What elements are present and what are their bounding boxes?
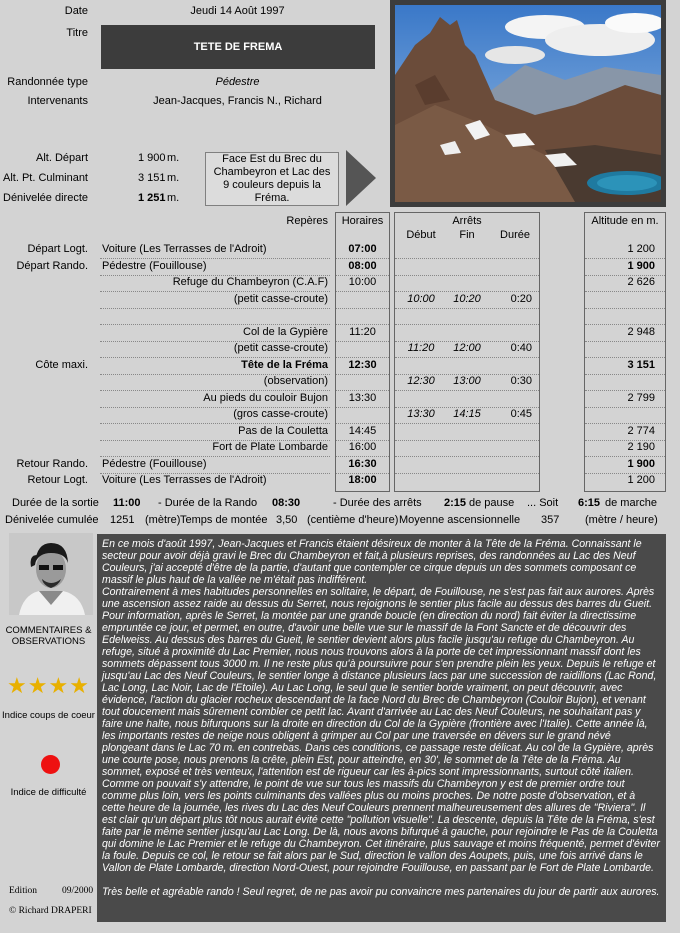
row-altitude: 2 948	[627, 326, 655, 338]
row-repere: Col de la Gypière	[243, 326, 328, 338]
star-rating: ★★★★	[7, 673, 90, 698]
row-separator	[336, 407, 389, 408]
edition-value: 09/2000	[62, 886, 94, 896]
row-separator	[395, 357, 539, 358]
coup-label: Indice coups de coeur	[2, 710, 95, 721]
row-separator	[395, 324, 539, 325]
row-separator	[395, 440, 539, 441]
row-debut: 13:30	[407, 408, 435, 420]
row-repere: (observation)	[263, 375, 328, 387]
row-separator	[395, 456, 539, 457]
duree-sortie-label: Durée de la sortie	[12, 497, 99, 509]
row-separator	[585, 423, 665, 424]
row-separator	[585, 357, 665, 358]
row-separator	[585, 341, 665, 342]
duree-arrets-label: - Durée des arrêts	[333, 497, 422, 509]
duree-rando-value: 08:30	[272, 497, 301, 509]
row-altitude: 1 200	[627, 243, 655, 255]
row-separator	[336, 456, 389, 457]
comment-paragraph: Très belle et agréable rando ! Seul regret, de ne pas avoir pu convaincre mes partenaires du jour de partir aux aurores.	[102, 886, 660, 898]
photo-frame	[390, 0, 666, 207]
row-horaire: 12:30	[348, 359, 377, 371]
row-altitude: 1 200	[627, 474, 655, 486]
row-fin: 13:00	[453, 375, 481, 387]
row-label: Côte maxi.	[35, 359, 88, 371]
alt-culminant-label: Alt. Pt. Culminant	[3, 172, 88, 184]
comment-paragraph: En ce mois d'août 1997, Jean-Jacques et Francis étaient désireux de monter à la Tête de la Fréma. Connaissant le secteur pour avoir déjà gravi le Brec du Chambeyron et fait,à plusieurs reprises, des randonnées au Lac des Neuf Couleurs, j'ai accepté d'être de la partie, d'autant que contempler ce cirque depuis un des sommets composant ce massif le plus haut de la vallée ne m'était pas indifférent.	[102, 538, 642, 586]
denivelee-value: 1 251	[138, 192, 166, 204]
reperes-header: Repères	[286, 215, 328, 227]
arrets-header: Arrêts	[452, 215, 482, 227]
fin-header: Fin	[459, 229, 475, 241]
row-horaire: 07:00	[348, 243, 377, 255]
row-horaire: 16:00	[348, 441, 377, 453]
marche-label: de marche	[605, 497, 657, 509]
cumul-unit: (mètre)	[145, 514, 181, 526]
date-value: Jeudi 14 Août 1997	[190, 5, 285, 17]
row-separator	[395, 291, 539, 292]
row-repere: (petit casse-croute)	[233, 342, 328, 354]
row-duree: 0:30	[510, 375, 532, 387]
row-separator	[336, 357, 389, 358]
people-value: Jean-Jacques, Francis N., Richard	[153, 95, 322, 107]
row-separator	[395, 390, 539, 391]
row-separator	[585, 258, 665, 259]
row-separator	[100, 423, 330, 424]
row-separator	[336, 390, 389, 391]
row-repere: Pédestre (Fouillouse)	[102, 260, 207, 272]
row-debut: 10:00	[407, 293, 435, 305]
row-horaire: 08:00	[348, 260, 377, 272]
moyenne-unit: (mètre / heure)	[585, 514, 658, 526]
alt-unit: m.	[167, 192, 180, 204]
row-horaire: 18:00	[348, 474, 377, 486]
row-fin: 10:20	[453, 293, 481, 305]
row-separator	[336, 341, 389, 342]
row-repere: Fort de Plate Lombarde	[212, 441, 328, 453]
moyenne-label: Moyenne ascensionnelle	[399, 514, 521, 526]
montee-label: Temps de montée	[180, 514, 268, 526]
row-label: Départ Rando.	[16, 260, 88, 272]
alt-depart-label: Alt. Départ	[36, 152, 88, 164]
row-separator	[336, 374, 389, 375]
copyright: © Richard DRAPERI	[9, 906, 92, 916]
type-label: Randonnée type	[7, 76, 88, 88]
row-label: Départ Logt.	[27, 243, 88, 255]
denivelee-label: Dénivelée directe	[3, 192, 88, 204]
duree-header: Durée	[500, 229, 530, 241]
montee-value: 3,50	[276, 514, 298, 526]
comment-paragraph: Contrairement à mes habitudes personnelles en solitaire, le départ, de Fouillouse, ne s'est pas fait aux aurores. Après une ascension assez raide au dessus du Serret, nous rejoignons le sentier plus facile au dessus des barres du Gueit. Pour information, après le Serret, la montée par une grande boucle (en direction du nord) fait éviter la directissime empruntée ce jour, et permet, en outre, d'avoir une belle vue sur le massif de la Font Sancte et de découvrir des Edelweiss. Au dessus des barres du Gueit, le sentier devient alors plus facile jusqu'au refuge du Chambeyron. Au refuge, situé à proximité du Lac Premier, nous nous trouvons alors à la porte de cet impressionnant massif dont les sommets dépassent tous 3000 m. Il ne reste plus qu'à poursuivre pour s'en prendre plein les yeux. Depuis le refuge et jusqu'au Lac des Neuf Couleurs, le sentier longe à distance plusieurs lacs par une succession de raidillons (Lac Rond, Lac Long, Lac Noir, Lac de l'Etoile). Au Lac Long, le seul que le sentier borde vraiment, on peut découvrir, avec évidence, l'action du glacier rocheux descendant de la face Nord du Brec de Chambeyron (Couloir Bujon), et venant tout doucement mais sûrement combler ce petit lac. Avant d'arrivée au Lac des Neuf Couleurs, ne souhaitant pas y faire une halte, nous bifurquons sur la droite en direction du Col de la Gypière (frontière avec l'Italie). Cette année là, les importants restes de neige nous obligent à grimper au Col par une traversée en dévers sur le grand névé plongeant dans le Lac 70 m. en contrebas. Dans ces conditions, ce passage reste délicat. Au col de la Gypière, après une courte pose, nous prenons la crête, plein Est, pour atteindre, en 30', le sommet de la Tête de la Fréma. Au sommet, exposé et très venteux, l'attention est de rigueur car les à-pics sont impressionnants, surtout côté italien. Comme on pouvait s'y attendre, le point de vue sur tous les massifs du Chambeyron y est de premier ordre tout comme plus loin, vers les points culminants des vallées plus ou moins proches. De notre poste d'observation, et à cette heure de la journée, les rives du Lac des Neuf Couleurs prennent malheureusement des allures de "Riviera". Il est clair qu'un départ plus tôt nous aurait évité cette "pollution visuelle". La descente, depuis la Tête de la Fréma, s'est faite par le même sentier jusqu'au Lac Long. De là, nous avons bifurqué à gauche, pour rejoindre le Pas de la Couletta qui domine le Lac Premier et le refuge du Chambeyron. Cet itinéraire, plus sauvage et moins fréquenté, permet d'éviter la foule. Depuis ce col, le retour se fait alors par le Sud, direction le vallon des Aoupets, puis, une fois arrivé dans le Vallon de Plate Lombarde, direction Nord-Ouest, pour rejoindre Fouillouse, en passant par le Fort de Plate Lombarde.	[102, 586, 660, 874]
row-separator	[336, 423, 389, 424]
row-repere: (gros casse-croute)	[233, 408, 328, 420]
page-title: TETE DE FREMA	[101, 25, 375, 69]
difficulty-label: Indice de difficulté	[10, 787, 87, 798]
row-repere: Pédestre (Fouillouse)	[102, 458, 207, 470]
row-separator	[395, 258, 539, 259]
date-label: Date	[64, 5, 88, 17]
duree-sortie-value: 11:00	[113, 497, 141, 509]
row-horaire: 11:20	[349, 326, 376, 338]
alt-unit: m.	[167, 152, 180, 164]
row-separator	[336, 324, 389, 325]
row-separator	[336, 308, 389, 309]
debut-header: Début	[406, 229, 436, 241]
cumul-value: 1251	[110, 514, 135, 526]
row-separator	[100, 357, 330, 358]
alt-unit: m.	[167, 172, 180, 184]
duree-rando-label: - Durée de la Rando	[158, 497, 258, 509]
arrow-right-icon	[346, 150, 376, 206]
alt-culminant-value: 3 151	[138, 172, 166, 184]
row-separator	[585, 291, 665, 292]
row-separator	[100, 308, 330, 309]
row-separator	[100, 258, 330, 259]
people-label: Intervenants	[27, 95, 88, 107]
row-altitude: 2 626	[627, 276, 655, 288]
row-separator	[585, 374, 665, 375]
moyenne-value: 357	[541, 514, 560, 526]
row-altitude: 1 900	[627, 458, 655, 470]
cumul-label: Dénivelée cumulée	[5, 514, 99, 526]
row-horaire: 13:30	[348, 392, 377, 404]
comments-label: COMMENTAIRES & OBSERVATIONS	[5, 625, 92, 647]
row-separator	[585, 456, 665, 457]
row-altitude: 2 774	[627, 425, 655, 437]
row-fin: 12:00	[453, 342, 481, 354]
row-fin: 14:15	[453, 408, 481, 420]
row-duree: 0:45	[510, 408, 532, 420]
row-separator	[100, 291, 330, 292]
row-separator	[100, 390, 330, 391]
row-repere: Pas de la Couletta	[238, 425, 328, 437]
row-separator	[585, 324, 665, 325]
comments-panel	[97, 534, 666, 922]
row-label: Retour Rando.	[16, 458, 88, 470]
row-altitude: 2 799	[627, 392, 655, 404]
row-repere: Refuge du Chambeyron (C.A.F)	[172, 276, 328, 288]
row-repere: Tête de la Fréma	[241, 359, 328, 371]
marche-value: 6:15	[578, 497, 601, 509]
duree-arrets-value: 2:15	[444, 497, 467, 509]
row-separator	[585, 308, 665, 309]
row-horaire: 10:00	[348, 276, 377, 288]
montee-unit: (centième d'heure)	[307, 514, 399, 526]
row-duree: 0:20	[510, 293, 532, 305]
edition-label: Edition	[9, 886, 37, 896]
alt-depart-value: 1 900	[138, 152, 166, 164]
row-repere: (petit casse-croute)	[233, 293, 328, 305]
row-duree: 0:40	[510, 342, 532, 354]
row-altitude: 3 151	[627, 359, 655, 371]
row-separator	[336, 291, 389, 292]
row-altitude: 2 190	[627, 441, 655, 453]
row-label: Retour Logt.	[27, 474, 88, 486]
title-label: Titre	[66, 27, 88, 39]
row-separator	[585, 390, 665, 391]
row-separator	[395, 473, 539, 474]
row-repere: Voiture (Les Terrasses de l'Adroit)	[102, 474, 267, 486]
difficulty-dot-icon	[41, 755, 60, 774]
row-repere: Au pieds du couloir Bujon	[203, 392, 328, 404]
row-separator	[100, 324, 330, 325]
row-separator	[100, 456, 330, 457]
row-debut: 12:30	[407, 375, 435, 387]
row-separator	[336, 258, 389, 259]
photo-caption: Face Est du Brec du Chambeyron et Lac des 9 couleurs depuis la Fréma.	[205, 152, 339, 206]
row-altitude: 1 900	[627, 260, 655, 272]
altitude-header: Altitude en m.	[591, 215, 659, 227]
avatar	[9, 533, 93, 615]
row-repere: Voiture (Les Terrasses de l'Adroit)	[102, 243, 267, 255]
pause-label: de pause	[469, 497, 515, 509]
row-separator	[395, 423, 539, 424]
row-separator	[395, 275, 539, 276]
soit-label: ... Soit	[527, 497, 559, 509]
row-horaire: 14:45	[348, 425, 377, 437]
mountain-photo	[395, 5, 661, 202]
row-horaire: 16:30	[348, 458, 377, 470]
horaires-header: Horaires	[341, 215, 384, 227]
row-debut: 11:20	[407, 342, 435, 354]
type-value: Pédestre	[215, 76, 260, 88]
row-separator	[585, 407, 665, 408]
row-separator	[395, 308, 539, 309]
